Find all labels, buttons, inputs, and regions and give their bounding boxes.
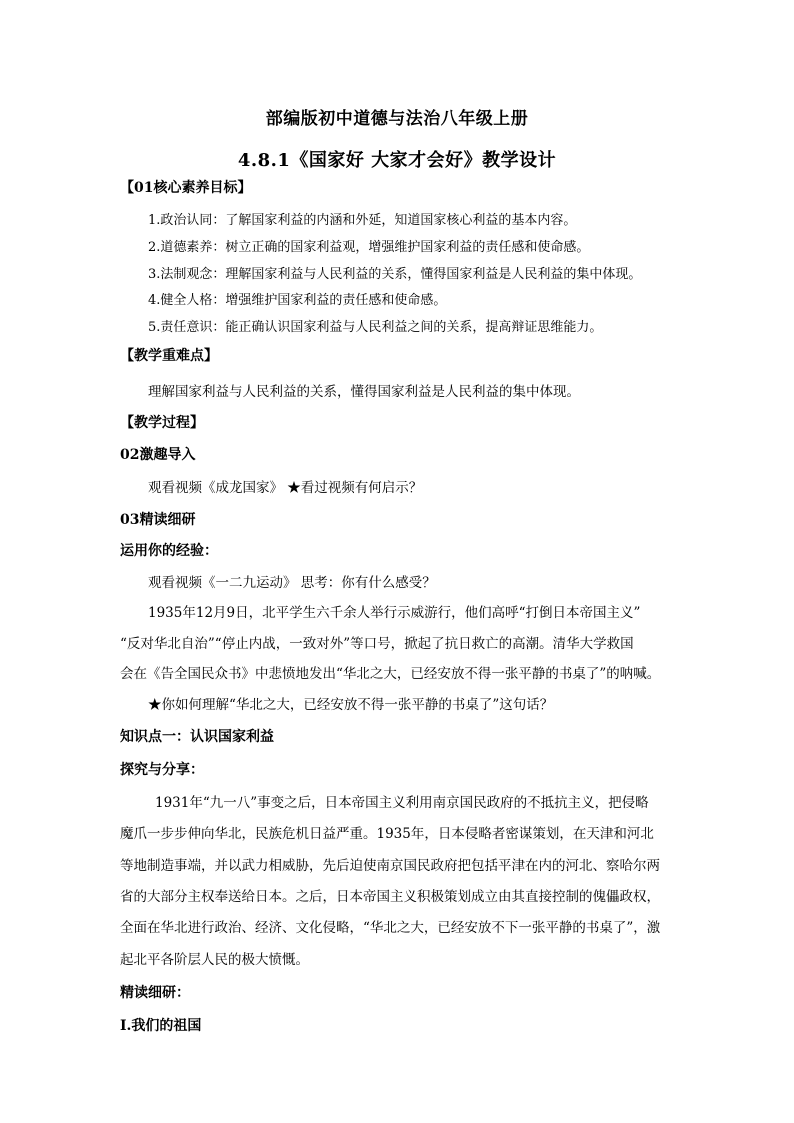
explore-heading: 探究与分享： bbox=[120, 762, 204, 778]
explore-line-4: 省的大部分主权奉送给日本。之后，日本帝国主义积极策划成立由其直接控制的傀儡政权， bbox=[120, 889, 660, 905]
story-line-2: “反对华北自治”“停止内战，一致对外”等口号，掀起了抗日救亡的高潮。清华大学救国 bbox=[120, 636, 634, 652]
document-title: 部编版初中道德与法治八年级上册 bbox=[265, 109, 529, 129]
experience-text: 观看视频《一二九运动》 思考：你有什么感受？ bbox=[148, 575, 436, 591]
key-points-text: 理解国家利益与人民利益的关系，懂得国家利益是人民利益的集中体现。 bbox=[148, 384, 580, 400]
read-heading: 03精读细研 bbox=[120, 512, 196, 528]
goal-item-3: 3.法制观念：理解国家利益与人民利益的关系，懂得国家利益是人民利益的集中体现。 bbox=[148, 267, 642, 282]
knowledge-heading: 知识点一：认识国家利益 bbox=[120, 729, 274, 745]
lesson-title: 4.8.1《国家好 大家才会好》教学设计 bbox=[237, 150, 557, 171]
goal-item-1: 1.政治认同：了解国家利益的内涵和外延，知道国家核心利益的基本内容。 bbox=[148, 213, 577, 228]
experience-heading: 运用你的经验： bbox=[120, 543, 218, 559]
intro-heading: 02激趣导入 bbox=[120, 447, 196, 463]
goals-heading: 【01核心素养目标】 bbox=[120, 180, 252, 196]
explore-line-6: 起北平各阶层人民的极大愤慨。 bbox=[120, 952, 309, 968]
goal-item-2: 2.道德素养：树立正确的国家利益观，增强维护国家利益的责任感和使命感。 bbox=[148, 240, 590, 255]
goal-item-5: 5.责任意识：能正确认识国家利益与人民利益之间的关系，提高辩证思维能力。 bbox=[148, 320, 603, 335]
intro-text: 观看视频《成龙国家》 ★看过视频有何启示？ bbox=[148, 480, 423, 496]
story-line-3: 会在《告全国民众书》中悲愤地发出“华北之大，已经安放不得一张平静的书桌了”的呐喊。 bbox=[120, 666, 661, 682]
explore-line-2: 魔爪一步步伸向华北，民族危机日益严重。1935年，日本侵略者密谋策划，在天津和河北 bbox=[120, 826, 654, 842]
sub-heading-motherland: Ⅰ.我们的祖国 bbox=[120, 1018, 202, 1034]
explore-line-5: 全面在华北进行政治、经济、文化侵略，“华北之大，已经安放不下一张平静的书桌了”，激 bbox=[120, 920, 661, 936]
story-question: ★你如何理解“华北之大，已经安放不得一张平静的书桌了”这句话？ bbox=[148, 697, 554, 713]
explore-line-1: 1931年“九一八”事变之后，日本帝国主义利用南京国民政府的不抵抗主义，把侵略 bbox=[155, 795, 649, 811]
study-heading: 精读细研： bbox=[120, 985, 190, 1001]
explore-line-3: 等地制造事端，并以武力相威胁，先后迫使南京国民政府把包括平津在内的河北、察哈尔两 bbox=[120, 858, 660, 874]
story-line-1: 1935年12月9日，北平学生六千余人举行示威游行，他们高呼“打倒日本帝国主义” bbox=[148, 605, 641, 621]
key-points-heading: 【教学重难点】 bbox=[120, 348, 218, 364]
goal-item-4: 4.健全人格：增强维护国家利益的责任感和使命感。 bbox=[148, 293, 447, 308]
process-heading: 【教学过程】 bbox=[120, 415, 204, 431]
